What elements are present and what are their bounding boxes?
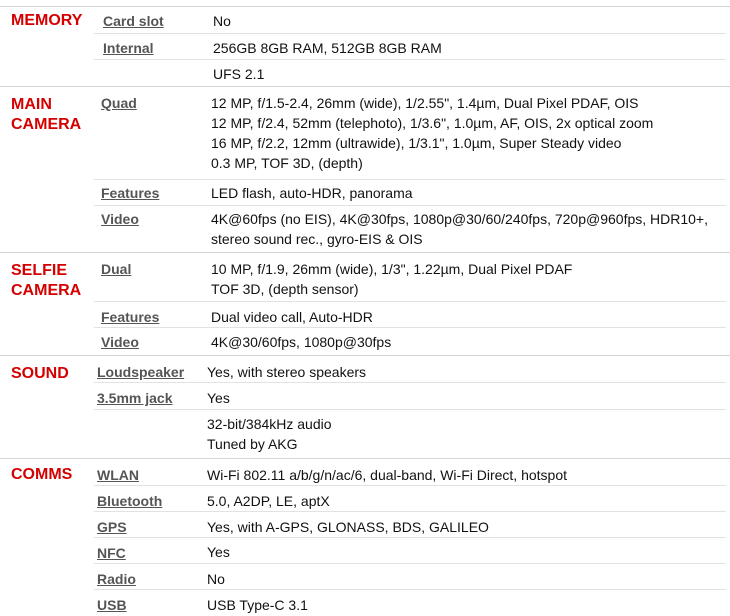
spec-label-internal[interactable]: Internal bbox=[103, 40, 154, 56]
spec-row-wlan bbox=[94, 459, 726, 485]
spec-value: Dual video call, Auto-HDR bbox=[211, 309, 373, 325]
spec-row-nfc bbox=[94, 537, 726, 564]
spec-value: 4K@30/60fps, 1080p@30fps bbox=[211, 334, 392, 350]
spec-row-card-slot bbox=[94, 7, 726, 33]
spec-value: Yes, with A-GPS, GLONASS, BDS, GALILEO bbox=[207, 519, 489, 535]
spec-label-features[interactable]: Features bbox=[101, 309, 160, 325]
spec-value: 10 MP, f/1.9, 26mm (wide), 1/3", 1.22µm, Dual Pixel PDAF TOF 3D, (depth sensor) bbox=[211, 261, 573, 297]
spec-value: LED flash, auto-HDR, panorama bbox=[211, 185, 413, 201]
spec-label-headphone-jack[interactable]: 3.5mm jack bbox=[97, 390, 173, 406]
spec-label-features[interactable]: Features bbox=[101, 185, 160, 201]
spec-row-radio bbox=[94, 563, 726, 590]
spec-row-storage-type bbox=[94, 59, 726, 86]
spec-row-bluetooth bbox=[94, 485, 726, 512]
spec-value: USB Type-C 3.1 bbox=[207, 597, 308, 613]
spec-row-usb bbox=[94, 589, 726, 616]
spec-section-sound bbox=[0, 355, 730, 455]
section-title: SOUND bbox=[11, 365, 69, 382]
spec-label-gps[interactable]: GPS bbox=[97, 519, 127, 535]
spec-label-loudspeaker[interactable]: Loudspeaker bbox=[97, 364, 185, 380]
spec-value: 256GB 8GB RAM, 512GB 8GB RAM bbox=[213, 40, 442, 56]
spec-row-gps bbox=[94, 511, 726, 538]
spec-value: 32-bit/384kHz audio Tuned by AKG bbox=[207, 416, 332, 452]
spec-label-nfc[interactable]: NFC bbox=[97, 545, 126, 561]
spec-section-selfie-camera bbox=[0, 252, 730, 353]
spec-section-main-camera bbox=[0, 86, 730, 251]
spec-label-card-slot[interactable]: Card slot bbox=[103, 13, 164, 29]
spec-value: Yes bbox=[207, 544, 230, 560]
spec-row-headphone-jack bbox=[94, 382, 726, 410]
spec-label-usb[interactable]: USB bbox=[97, 597, 127, 613]
spec-row-video bbox=[94, 327, 726, 354]
spec-label-bluetooth[interactable]: Bluetooth bbox=[97, 493, 163, 509]
spec-value: 4K@60fps (no EIS), 4K@30fps, 1080p@30/60/240fps, 720p@960fps, HDR10+, stereo sound rec., gyro-EIS & OIS bbox=[211, 211, 708, 247]
spec-value: Yes, with stereo speakers bbox=[207, 364, 367, 380]
section-title: SELFIE CAMERA bbox=[11, 262, 82, 299]
spec-label-wlan[interactable]: WLAN bbox=[97, 467, 139, 483]
spec-label-quad[interactable]: Quad bbox=[101, 95, 137, 111]
spec-label-video[interactable]: Video bbox=[101, 211, 139, 227]
spec-value: No bbox=[207, 571, 225, 587]
spec-row-audio-extra bbox=[94, 409, 726, 456]
spec-label-video[interactable]: Video bbox=[101, 334, 139, 350]
spec-section-memory bbox=[0, 6, 730, 85]
spec-label-radio[interactable]: Radio bbox=[97, 571, 136, 587]
spec-row-quad bbox=[94, 87, 726, 179]
spec-value: UFS 2.1 bbox=[213, 66, 265, 82]
spec-value: Yes bbox=[207, 390, 230, 406]
spec-row-dual bbox=[94, 253, 726, 301]
section-title: COMMS bbox=[11, 466, 73, 483]
spec-value: Wi-Fi 802.11 a/b/g/n/ac/6, dual-band, Wi-Fi Direct, hotspot bbox=[207, 467, 568, 483]
spec-row-internal bbox=[94, 33, 726, 60]
section-title: MAIN CAMERA bbox=[11, 96, 82, 133]
spec-value: 5.0, A2DP, LE, aptX bbox=[207, 493, 330, 509]
spec-row-loudspeaker bbox=[94, 356, 726, 382]
spec-row-features bbox=[94, 179, 726, 206]
spec-value: 12 MP, f/1.5-2.4, 26mm (wide), 1/2.55", 1.4µm, Dual Pixel PDAF, OIS 12 MP, f/2.4, 52mm (telephoto), 1/3.6", 1.0µm, AF, OIS, 2x optical zoom 16 MP, f/2.2, 12mm (ultrawide), 1/3.1", 1.0µm, Super Steady video 0.3 MP, TOF 3D, (depth) bbox=[211, 95, 654, 171]
spec-row-features bbox=[94, 301, 726, 328]
spec-label-dual[interactable]: Dual bbox=[101, 261, 132, 277]
section-title: MEMORY bbox=[11, 12, 83, 29]
spec-row-video bbox=[94, 205, 726, 252]
spec-section-comms bbox=[0, 458, 730, 615]
spec-value: No bbox=[213, 13, 231, 29]
